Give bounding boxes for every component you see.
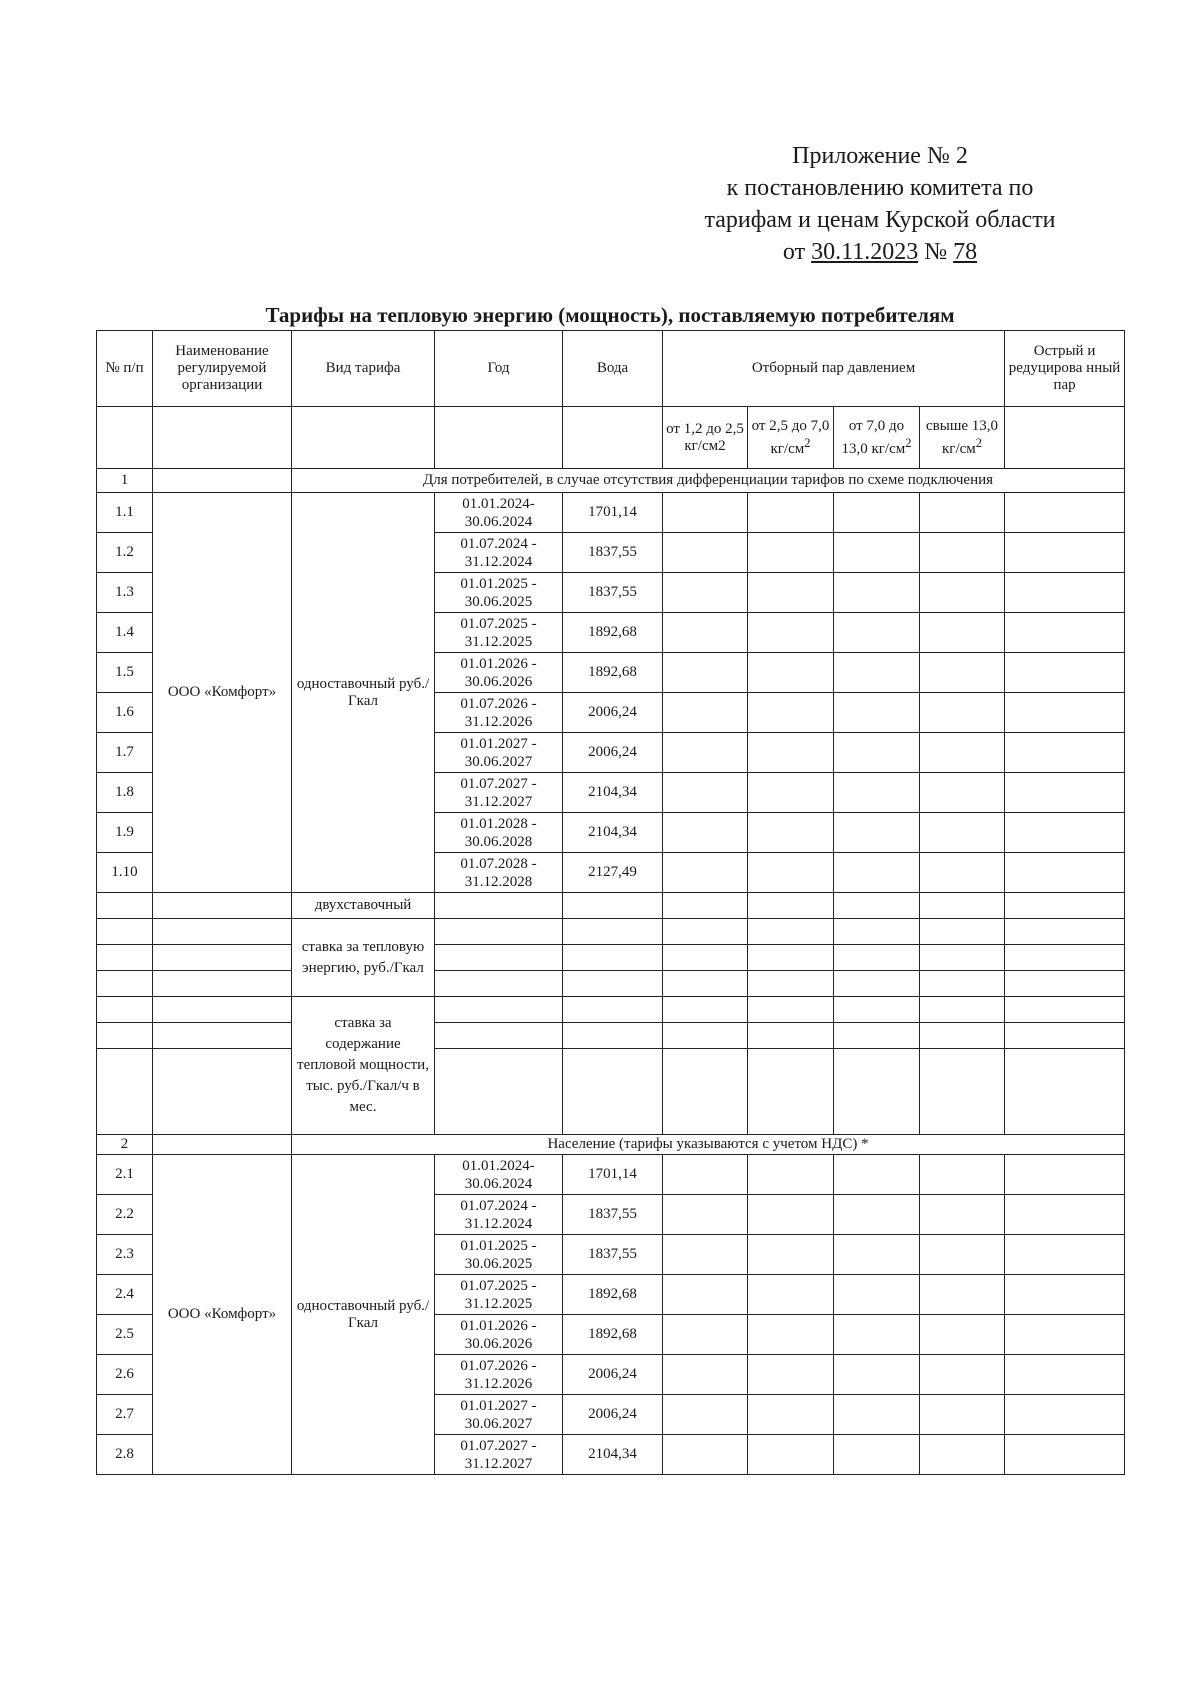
empty-cell [748, 1275, 834, 1315]
empty-cell [663, 613, 748, 653]
water-tariff: 2006,24 [563, 733, 663, 773]
empty-cell [1005, 653, 1125, 693]
empty-cell [748, 1395, 834, 1435]
section1-num: 1 [97, 469, 153, 493]
header2-empty [153, 407, 292, 469]
two-rate-row [97, 971, 1125, 997]
empty-cell [1005, 1395, 1125, 1435]
empty-cell [153, 893, 292, 919]
empty-cell [97, 1049, 153, 1135]
empty-cell [920, 1395, 1005, 1435]
period: 01.01.2028 - 30.06.2028 [435, 813, 563, 853]
empty-cell [563, 971, 663, 997]
period: 01.01.2024- 30.06.2024 [435, 1155, 563, 1195]
empty-cell [834, 1049, 920, 1135]
empty-cell [834, 1435, 920, 1475]
water-tariff: 1892,68 [563, 653, 663, 693]
header-sharp-steam: Острый и редуцирова нный пар [1005, 331, 1125, 407]
empty-cell [748, 1435, 834, 1475]
empty-cell [1005, 773, 1125, 813]
empty-cell [920, 733, 1005, 773]
table-row [97, 493, 1125, 533]
empty-cell [663, 1395, 748, 1435]
header2-empty [292, 407, 435, 469]
empty-cell [748, 1049, 834, 1135]
row-num: 2.8 [97, 1435, 153, 1475]
empty-cell [435, 893, 563, 919]
empty-cell [1005, 733, 1125, 773]
water-tariff: 1837,55 [563, 1195, 663, 1235]
header-year: Год [435, 331, 563, 407]
energy-rate-label: ставка за тепловую энергию, руб./Гкал [292, 919, 435, 997]
section1-empty [153, 469, 292, 493]
empty-cell [663, 693, 748, 733]
empty-cell [663, 1355, 748, 1395]
empty-cell [563, 945, 663, 971]
empty-cell [1005, 853, 1125, 893]
empty-cell [1005, 1049, 1125, 1135]
empty-cell [97, 971, 153, 997]
empty-cell [663, 1275, 748, 1315]
p4-sup: 2 [975, 435, 983, 450]
empty-cell [920, 1155, 1005, 1195]
row-num: 1.1 [97, 493, 153, 533]
row-num: 2.5 [97, 1315, 153, 1355]
section2-row [97, 1135, 1125, 1155]
section2-label: Население (тарифы указываются с учетом НДС) * [292, 1135, 1125, 1155]
empty-cell [1005, 945, 1125, 971]
row-num: 2.1 [97, 1155, 153, 1195]
empty-cell [834, 893, 920, 919]
period: 01.01.2026 - 30.06.2026 [435, 653, 563, 693]
empty-cell [153, 997, 292, 1023]
empty-cell [563, 997, 663, 1023]
water-tariff: 1892,68 [563, 1275, 663, 1315]
empty-cell [663, 971, 748, 997]
p3-text: от 7,0 до 13,0 кг/см [841, 417, 906, 457]
row-num: 1.7 [97, 733, 153, 773]
empty-cell [435, 997, 563, 1023]
empty-cell [435, 1023, 563, 1049]
empty-cell [563, 893, 663, 919]
water-tariff: 1701,14 [563, 1155, 663, 1195]
section1-label: Для потребителей, в случае отсутствия дифференциации тарифов по схеме подключения [292, 469, 1125, 493]
empty-cell [1005, 1155, 1125, 1195]
row-num: 1.4 [97, 613, 153, 653]
row-num: 1.2 [97, 533, 153, 573]
period: 01.07.2026 - 31.12.2026 [435, 693, 563, 733]
water-tariff: 2104,34 [563, 813, 663, 853]
empty-cell [834, 653, 920, 693]
empty-cell [748, 1355, 834, 1395]
period: 01.01.2027 - 30.06.2027 [435, 733, 563, 773]
empty-cell [834, 1235, 920, 1275]
period: 01.01.2025 - 30.06.2025 [435, 1235, 563, 1275]
single-rate-label: одноставочный руб./Гкал [292, 1155, 435, 1475]
empty-cell [153, 1023, 292, 1049]
period: 01.07.2024 - 31.12.2024 [435, 533, 563, 573]
empty-cell [663, 773, 748, 813]
period: 01.07.2027 - 31.12.2027 [435, 1435, 563, 1475]
empty-cell [920, 919, 1005, 945]
empty-cell [663, 1049, 748, 1135]
empty-cell [834, 573, 920, 613]
empty-cell [97, 919, 153, 945]
empty-cell [920, 1355, 1005, 1395]
empty-cell [834, 813, 920, 853]
empty-cell [1005, 533, 1125, 573]
empty-cell [563, 1023, 663, 1049]
empty-cell [1005, 573, 1125, 613]
empty-cell [1005, 693, 1125, 733]
water-tariff: 1892,68 [563, 1315, 663, 1355]
header-steam: Отборный пар давлением [663, 331, 1005, 407]
document-title: Тарифы на тепловую энергию (мощность), поставляемую потребителям [265, 303, 955, 327]
empty-cell [834, 533, 920, 573]
empty-cell [920, 945, 1005, 971]
row-num: 1.9 [97, 813, 153, 853]
period: 01.07.2026 - 31.12.2026 [435, 1355, 563, 1395]
empty-cell [663, 493, 748, 533]
two-rate-row [97, 997, 1125, 1023]
empty-cell [834, 1275, 920, 1315]
two-rate-label: двухставочный [292, 893, 435, 919]
empty-cell [834, 945, 920, 971]
empty-cell [748, 1315, 834, 1355]
period: 01.01.2026 - 30.06.2026 [435, 1315, 563, 1355]
empty-cell [920, 773, 1005, 813]
empty-cell [563, 1049, 663, 1135]
p3-sup: 2 [905, 435, 912, 450]
water-tariff: 1837,55 [563, 1235, 663, 1275]
empty-cell [748, 971, 834, 997]
p2-text: от 2,5 до 7,0 кг/см [751, 417, 830, 457]
empty-cell [748, 613, 834, 653]
row-num: 1.10 [97, 853, 153, 893]
empty-cell [834, 1395, 920, 1435]
empty-cell [435, 945, 563, 971]
empty-cell [435, 971, 563, 997]
org-name: ООО «Комфорт» [153, 1155, 292, 1475]
single-rate-label: одноставочный руб./Гкал [292, 493, 435, 893]
empty-cell [663, 1435, 748, 1475]
period: 01.07.2024 - 31.12.2024 [435, 1195, 563, 1235]
empty-cell [663, 1155, 748, 1195]
empty-cell [920, 493, 1005, 533]
empty-cell [663, 853, 748, 893]
two-rate-row [97, 893, 1125, 919]
empty-cell [663, 919, 748, 945]
empty-cell [153, 971, 292, 997]
empty-cell [153, 1049, 292, 1135]
empty-cell [920, 997, 1005, 1023]
water-tariff: 2006,24 [563, 1395, 663, 1435]
header2-empty [97, 407, 153, 469]
empty-cell [920, 613, 1005, 653]
empty-cell [920, 813, 1005, 853]
header-pressure-1: от 1,2 до 2,5 кг/см2 [663, 407, 748, 469]
row-num: 1.5 [97, 653, 153, 693]
empty-cell [97, 893, 153, 919]
empty-cell [920, 971, 1005, 997]
empty-cell [920, 693, 1005, 733]
header-org: Наименование регулируемой организации [153, 331, 292, 407]
header-pressure-4 [920, 407, 1005, 469]
empty-cell [663, 733, 748, 773]
p4-text: свыше 13,0 кг/см [926, 417, 999, 457]
header2-empty [435, 407, 563, 469]
empty-cell [435, 919, 563, 945]
period: 01.01.2025 - 30.06.2025 [435, 573, 563, 613]
two-rate-row [97, 919, 1125, 945]
empty-cell [748, 893, 834, 919]
empty-cell [748, 853, 834, 893]
empty-cell [1005, 1435, 1125, 1475]
empty-cell [834, 1355, 920, 1395]
empty-cell [153, 919, 292, 945]
period: 01.07.2028 - 31.12.2028 [435, 853, 563, 893]
empty-cell [920, 1315, 1005, 1355]
empty-cell [834, 493, 920, 533]
water-tariff: 1837,55 [563, 573, 663, 613]
empty-cell [748, 693, 834, 733]
empty-cell [920, 853, 1005, 893]
empty-cell [748, 1155, 834, 1195]
empty-cell [1005, 1315, 1125, 1355]
tariff-table [96, 330, 1125, 1475]
empty-cell [97, 1023, 153, 1049]
empty-cell [748, 1195, 834, 1235]
two-rate-row [97, 1049, 1125, 1135]
empty-cell [920, 1275, 1005, 1315]
table-row [97, 1155, 1125, 1195]
empty-cell [97, 945, 153, 971]
water-tariff: 1701,14 [563, 493, 663, 533]
water-tariff: 2127,49 [563, 853, 663, 893]
empty-cell [834, 613, 920, 653]
period: 01.07.2025 - 31.12.2025 [435, 1275, 563, 1315]
water-tariff: 2104,34 [563, 1435, 663, 1475]
section2-empty [153, 1135, 292, 1155]
appendix-line3: тарифам и ценам Курской области [704, 207, 1056, 233]
empty-cell [663, 997, 748, 1023]
period: 01.07.2025 - 31.12.2025 [435, 613, 563, 653]
appendix-number: 78 [953, 239, 978, 265]
header-pressure-3 [834, 407, 920, 469]
empty-cell [663, 533, 748, 573]
empty-cell [663, 813, 748, 853]
org-name: ООО «Комфорт» [153, 493, 292, 893]
period: 01.07.2027 - 31.12.2027 [435, 773, 563, 813]
empty-cell [1005, 1023, 1125, 1049]
empty-cell [748, 997, 834, 1023]
row-num: 1.6 [97, 693, 153, 733]
empty-cell [834, 1155, 920, 1195]
two-rate-row [97, 945, 1125, 971]
appendix-line1: Приложение № 2 [792, 143, 968, 169]
empty-cell [834, 1195, 920, 1235]
empty-cell [920, 893, 1005, 919]
empty-cell [563, 919, 663, 945]
empty-cell [834, 1023, 920, 1049]
empty-cell [1005, 1195, 1125, 1235]
empty-cell [920, 1235, 1005, 1275]
empty-cell [748, 945, 834, 971]
empty-cell [1005, 813, 1125, 853]
empty-cell [663, 653, 748, 693]
row-num: 2.3 [97, 1235, 153, 1275]
empty-cell [834, 971, 920, 997]
p2-sup: 2 [804, 435, 811, 450]
appendix-line2: к постановлению комитета по [726, 175, 1034, 201]
empty-cell [920, 653, 1005, 693]
empty-cell [663, 1195, 748, 1235]
empty-cell [1005, 919, 1125, 945]
header-water: Вода [563, 331, 663, 407]
empty-cell [1005, 971, 1125, 997]
empty-cell [435, 1049, 563, 1135]
empty-cell [1005, 493, 1125, 533]
water-tariff: 2006,24 [563, 1355, 663, 1395]
empty-cell [748, 773, 834, 813]
header-pressure-2 [748, 407, 834, 469]
empty-cell [920, 1435, 1005, 1475]
section2-num: 2 [97, 1135, 153, 1155]
row-num: 1.3 [97, 573, 153, 613]
appendix-date-line [660, 236, 1100, 268]
empty-cell [663, 893, 748, 919]
period: 01.01.2027 - 30.06.2027 [435, 1395, 563, 1435]
section1-row [97, 469, 1125, 493]
empty-cell [663, 573, 748, 613]
empty-cell [920, 533, 1005, 573]
empty-cell [920, 573, 1005, 613]
header-row-1 [97, 331, 1125, 407]
header-row-2 [97, 407, 1125, 469]
appendix-date: 30.11.2023 [811, 239, 919, 265]
empty-cell [920, 1195, 1005, 1235]
two-rate-row [97, 1023, 1125, 1049]
empty-cell [1005, 997, 1125, 1023]
empty-cell [1005, 613, 1125, 653]
empty-cell [748, 733, 834, 773]
empty-cell [748, 1023, 834, 1049]
empty-cell [748, 573, 834, 613]
empty-cell [920, 1049, 1005, 1135]
water-tariff: 1837,55 [563, 533, 663, 573]
empty-cell [834, 853, 920, 893]
empty-cell [153, 945, 292, 971]
header2-empty [1005, 407, 1125, 469]
empty-cell [748, 1235, 834, 1275]
empty-cell [748, 813, 834, 853]
row-num: 2.6 [97, 1355, 153, 1395]
capacity-rate-label: ставка за содержание тепловой мощности, тыс. руб./Гкал/ч в мес. [292, 997, 435, 1135]
empty-cell [97, 997, 153, 1023]
period: 01.01.2024- 30.06.2024 [435, 493, 563, 533]
empty-cell [663, 1235, 748, 1275]
row-num: 2.2 [97, 1195, 153, 1235]
empty-cell [748, 533, 834, 573]
empty-cell [663, 1315, 748, 1355]
empty-cell [1005, 893, 1125, 919]
empty-cell [920, 1023, 1005, 1049]
water-tariff: 2006,24 [563, 693, 663, 733]
empty-cell [663, 1023, 748, 1049]
empty-cell [834, 997, 920, 1023]
empty-cell [1005, 1355, 1125, 1395]
row-num: 2.4 [97, 1275, 153, 1315]
empty-cell [663, 945, 748, 971]
row-num: 2.7 [97, 1395, 153, 1435]
water-tariff: 2104,34 [563, 773, 663, 813]
empty-cell [748, 493, 834, 533]
empty-cell [834, 919, 920, 945]
appendix-header [660, 140, 1100, 268]
header2-empty [563, 407, 663, 469]
empty-cell [834, 693, 920, 733]
empty-cell [834, 1315, 920, 1355]
empty-cell [748, 653, 834, 693]
date-prefix: от [782, 239, 812, 265]
empty-cell [1005, 1275, 1125, 1315]
number-sign: № [918, 239, 954, 265]
header-tariff-type: Вид тарифа [292, 331, 435, 407]
empty-cell [834, 773, 920, 813]
empty-cell [1005, 1235, 1125, 1275]
empty-cell [834, 733, 920, 773]
row-num: 1.8 [97, 773, 153, 813]
water-tariff: 1892,68 [563, 613, 663, 653]
empty-cell [748, 919, 834, 945]
header-num: № п/п [97, 331, 153, 407]
